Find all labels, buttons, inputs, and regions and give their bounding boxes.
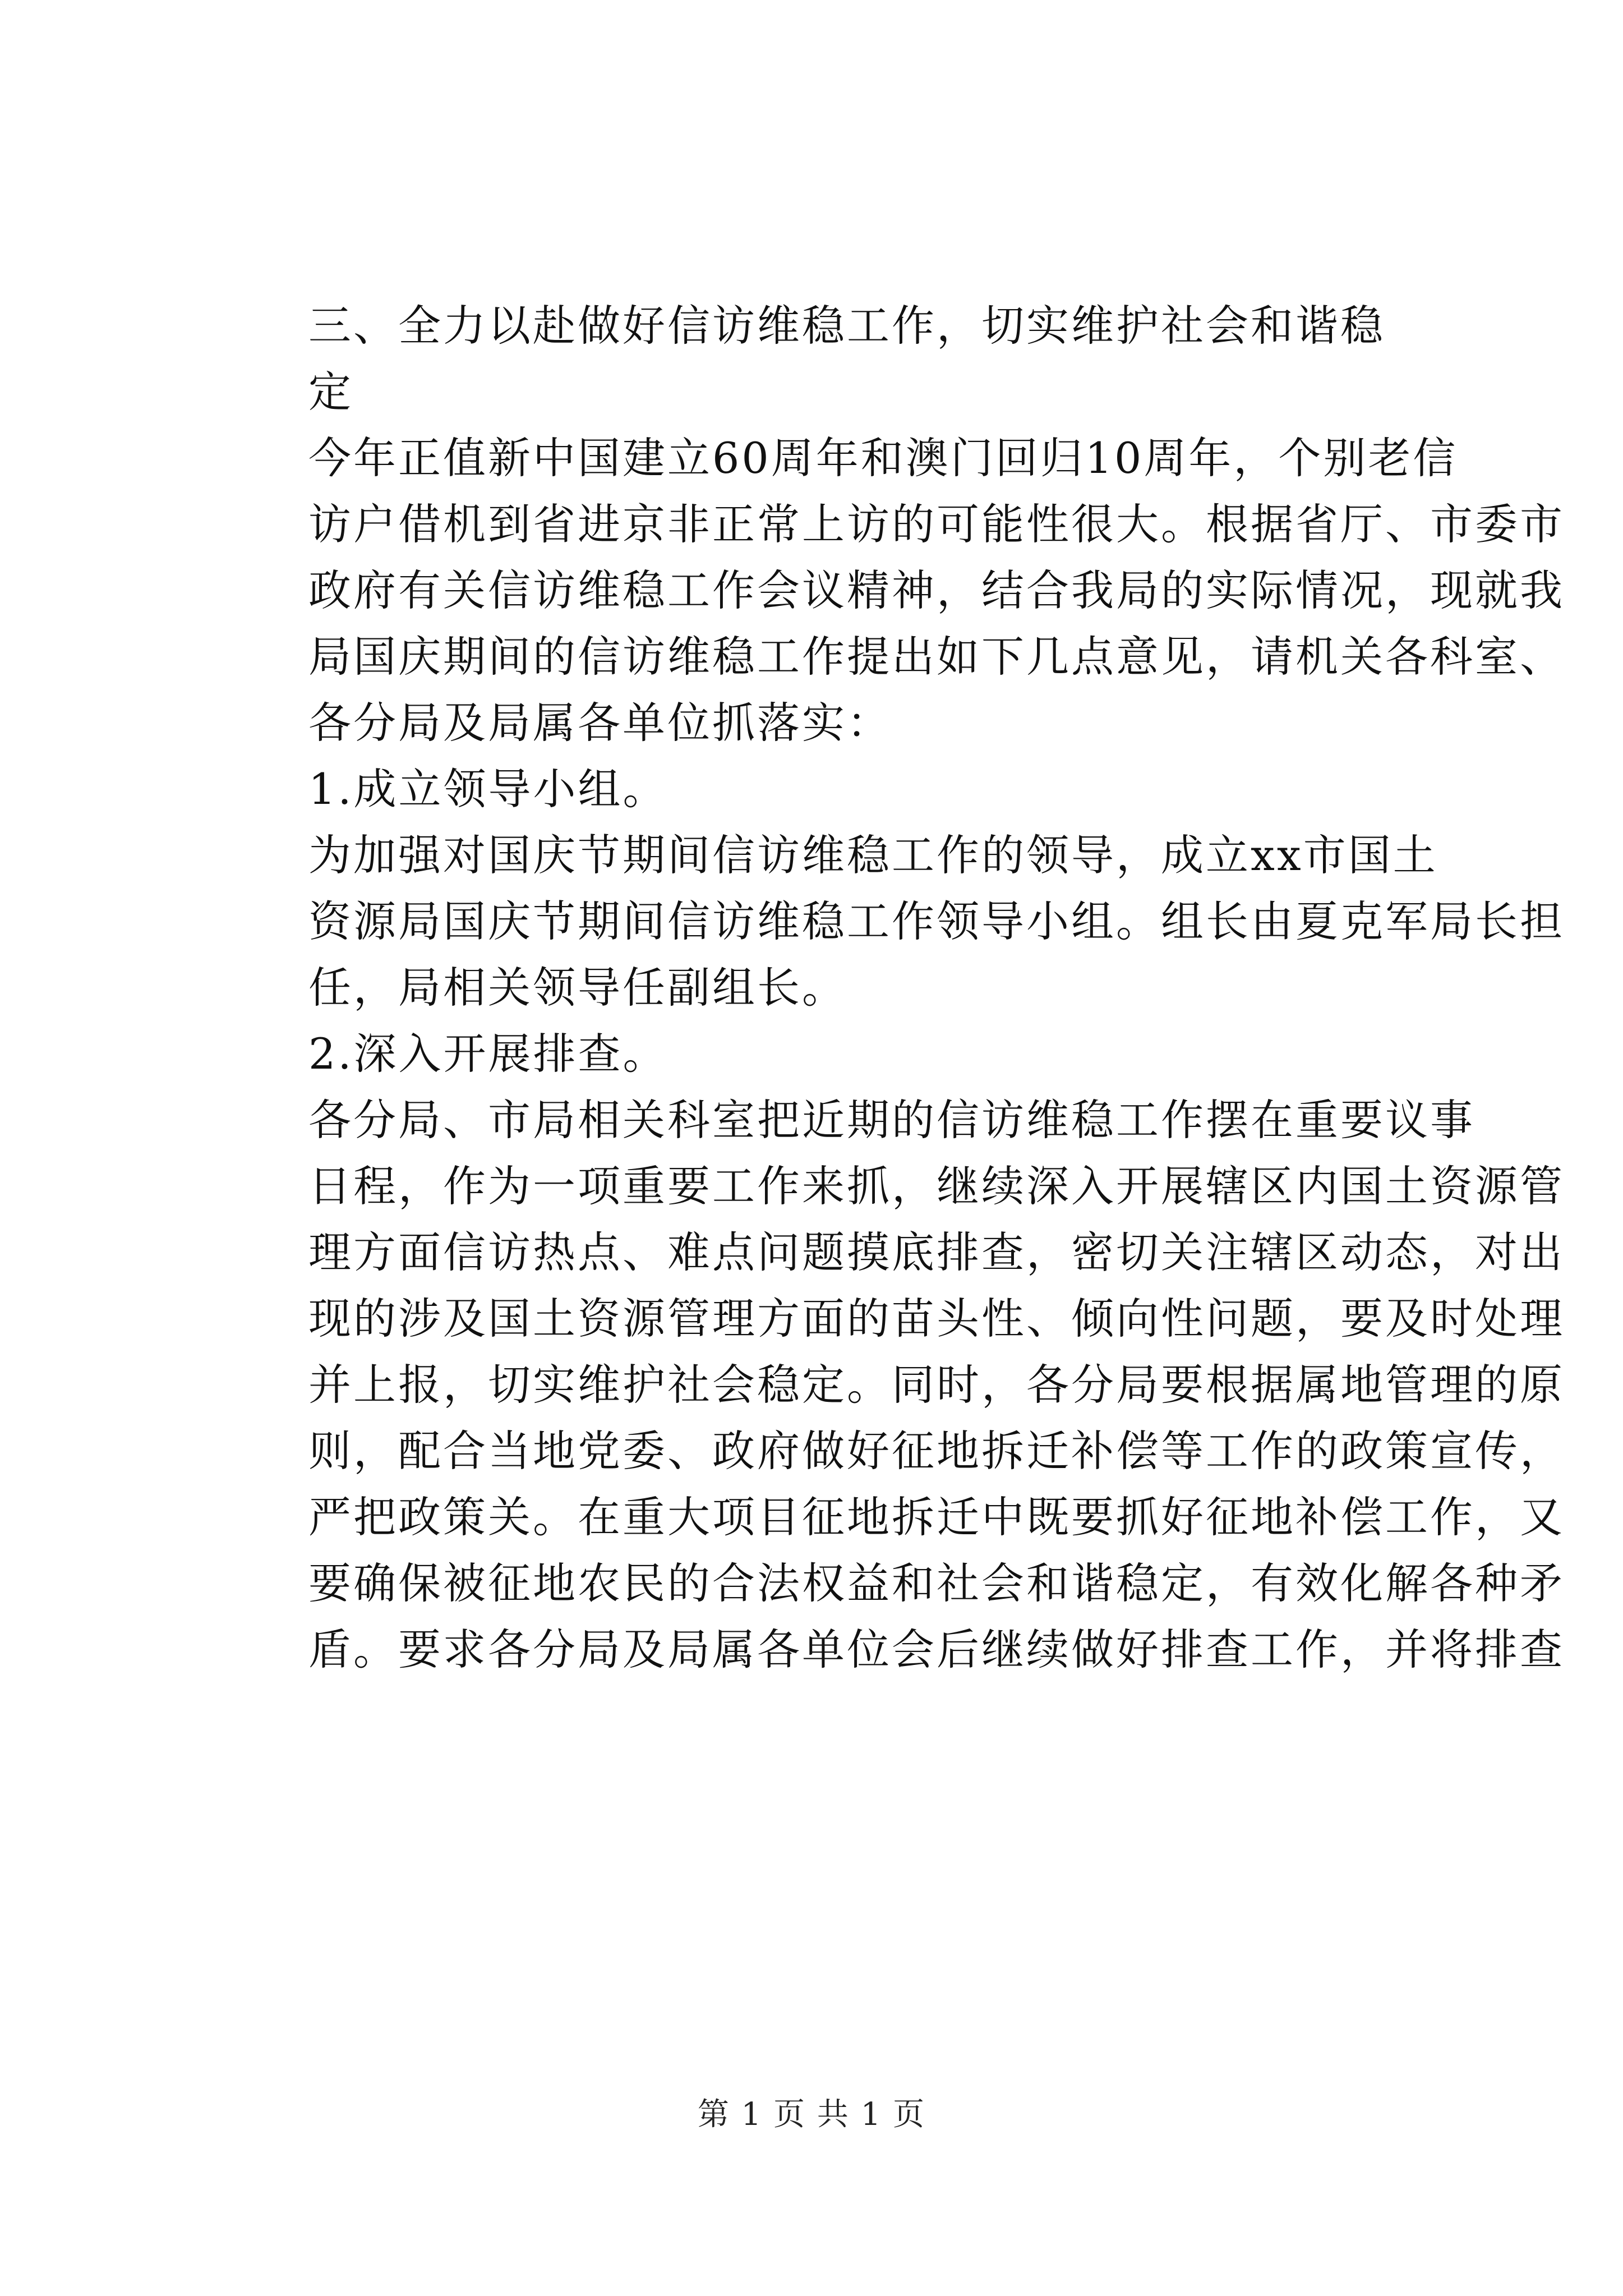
paragraph-line: 为加强对国庆节期间信访维稳工作的领导，成立xx市国土 [308, 830, 1438, 880]
paragraph-line: 任，局相关领导任副组长。 [308, 963, 847, 1013]
paragraph-line: 则，配合当地党委、政府做好征地拆迁补偿等工作的政策宣传， [308, 1426, 1565, 1476]
document-body [308, 293, 1565, 1683]
paragraph-line: 政府有关信访维稳工作会议精神，结合我局的实际情况，现就我 [308, 565, 1565, 615]
paragraph-line: 要确保被征地农民的合法权益和社会和谐稳定，有效化解各种矛 [308, 1558, 1565, 1608]
paragraph-line: 理方面信访热点、难点问题摸底排查，密切关注辖区动态，对出 [308, 1227, 1565, 1277]
subheading-leadership-group: 1.成立领导小组。 [308, 764, 668, 814]
paragraph-line: 盾。要求各分局及局属各单位会后继续做好排查工作，并将排查 [308, 1625, 1565, 1674]
paragraph-line: 日程，作为一项重要工作来抓，继续深入开展辖区内国土资源管 [308, 1161, 1565, 1211]
section-heading-line-1: 三、全力以赴做好信访维稳工作，切实维护社会和谐稳 [308, 301, 1385, 351]
paragraph-line: 资源局国庆节期间信访维稳工作领导小组。组长由夏克军局长担 [308, 896, 1565, 946]
paragraph-line: 现的涉及国土资源管理方面的苗头性、倾向性问题，要及时处理 [308, 1294, 1565, 1343]
paragraph-line: 严把政策关。在重大项目征地拆迁中既要抓好征地补偿工作，又 [308, 1492, 1565, 1542]
page-footer: 第 1 页 共 1 页 [697, 2096, 926, 2133]
paragraph-line: 今年正值新中国建立60周年和澳门回归10周年，个别老信 [308, 433, 1458, 483]
subheading-investigation: 2.深入开展排查。 [308, 1029, 668, 1079]
paragraph-line: 局国庆期间的信访维稳工作提出如下几点意见，请机关各科室、 [308, 632, 1565, 682]
paragraph-line: 各分局、市局相关科室把近期的信访维稳工作摆在重要议事 [308, 1095, 1475, 1145]
paragraph-line: 访户借机到省进京非正常上访的可能性很大。根据省厅、市委市 [308, 499, 1565, 549]
paragraph-line: 各分局及局属各单位抓落实： [308, 698, 892, 748]
section-heading-line-2: 定 [308, 367, 353, 417]
paragraph-line: 并上报，切实维护社会稳定。同时，各分局要根据属地管理的原 [308, 1360, 1565, 1410]
